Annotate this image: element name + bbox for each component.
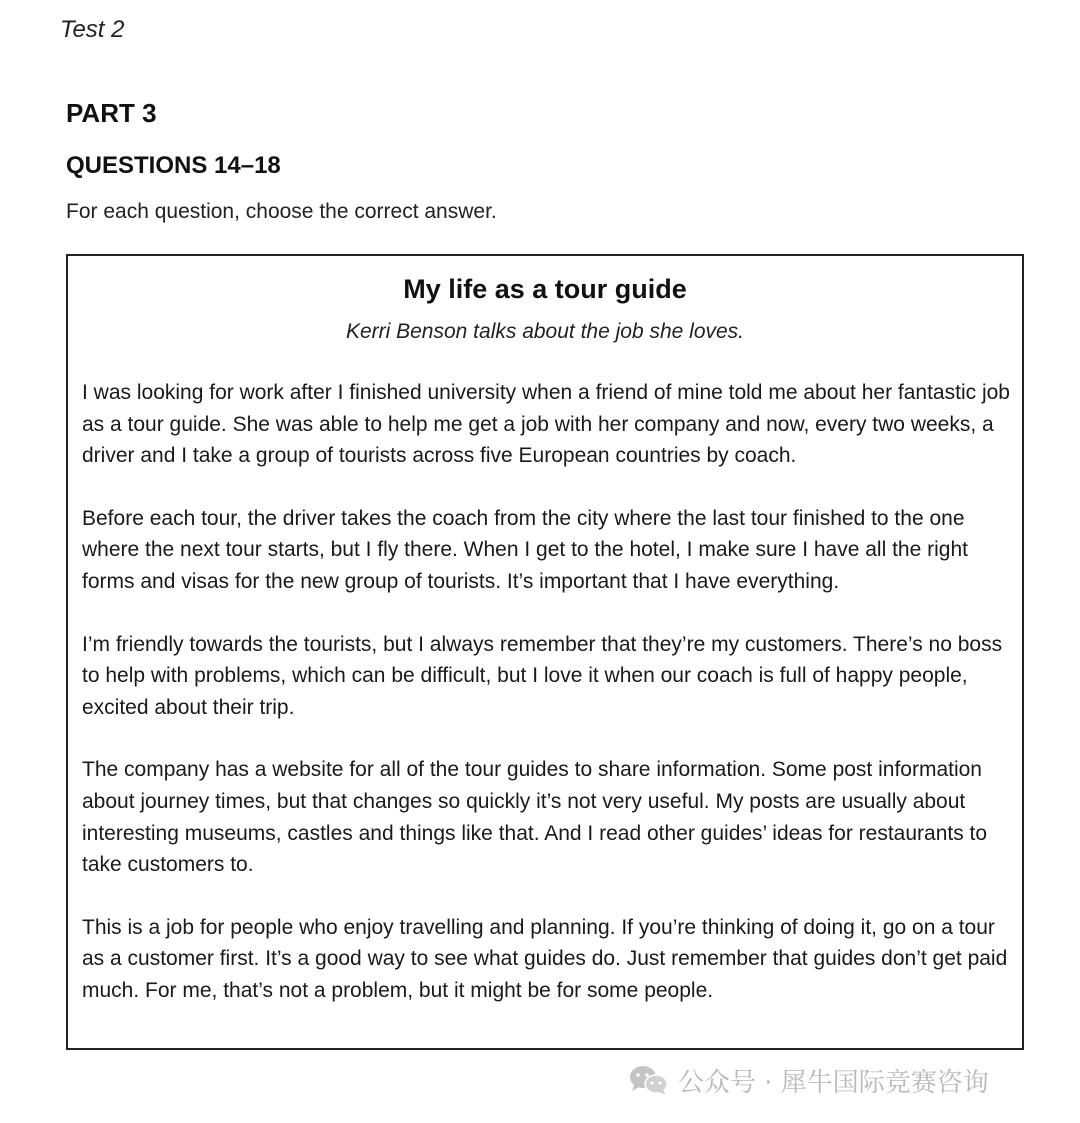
wechat-icon xyxy=(628,1064,670,1096)
article-paragraph: I was looking for work after I finished university when a friend of mine told me about her fantastic job as a tour guide. She was able to help me get a job with her company and now, every two weeks, a driver and I take a group of tourists across five European countries by coach. xyxy=(82,381,1010,468)
article-paragraph: This is a job for people who enjoy travelling and planning. If you’re thinking of doing it, go on a tour as a customer first. It’s a good way to see what guides do. Just remember that guides don’t get paid much. For me, that’s not a problem, but it might be for some people. xyxy=(82,915,1008,1002)
part-title: PART 3 xyxy=(66,98,157,128)
questions-heading: QUESTIONS 14–18 xyxy=(66,152,281,179)
article-body xyxy=(82,377,1012,1038)
article-title: My life as a tour guide xyxy=(403,274,687,304)
article-subtitle: Kerri Benson talks about the job she loves. xyxy=(345,320,745,343)
watermark xyxy=(628,1062,989,1098)
article-paragraph: Before each tour, the driver takes the coach from the city where the last tour finished to the one where the next tour starts, but I fly there. When I get to the hotel, I make sure I have all the right forms and visas for the new group of tourists. It’s important that I have everything. xyxy=(82,506,968,593)
article-paragraph: I’m friendly towards the tourists, but I always remember that they’re my customers. There’s no boss to help with problems, which can be difficult, but I love it when our coach is full of happy people, excited about their trip. xyxy=(82,632,1003,719)
watermark-text: 公众号 · 犀牛国际竞赛咨询 xyxy=(678,1067,989,1098)
article-box xyxy=(66,254,1024,1050)
instruction-text: For each question, choose the correct answer. xyxy=(66,200,497,223)
test-label: Test 2 xyxy=(60,16,125,43)
article-paragraph: The company has a website for all of the tour guides to share information. Some post information about journey times, but that changes so quickly it’s not very useful. My posts are usually about interesting museums, castles and things like that. And I read other guides’ ideas for restaurants to take customers to. xyxy=(82,758,988,877)
